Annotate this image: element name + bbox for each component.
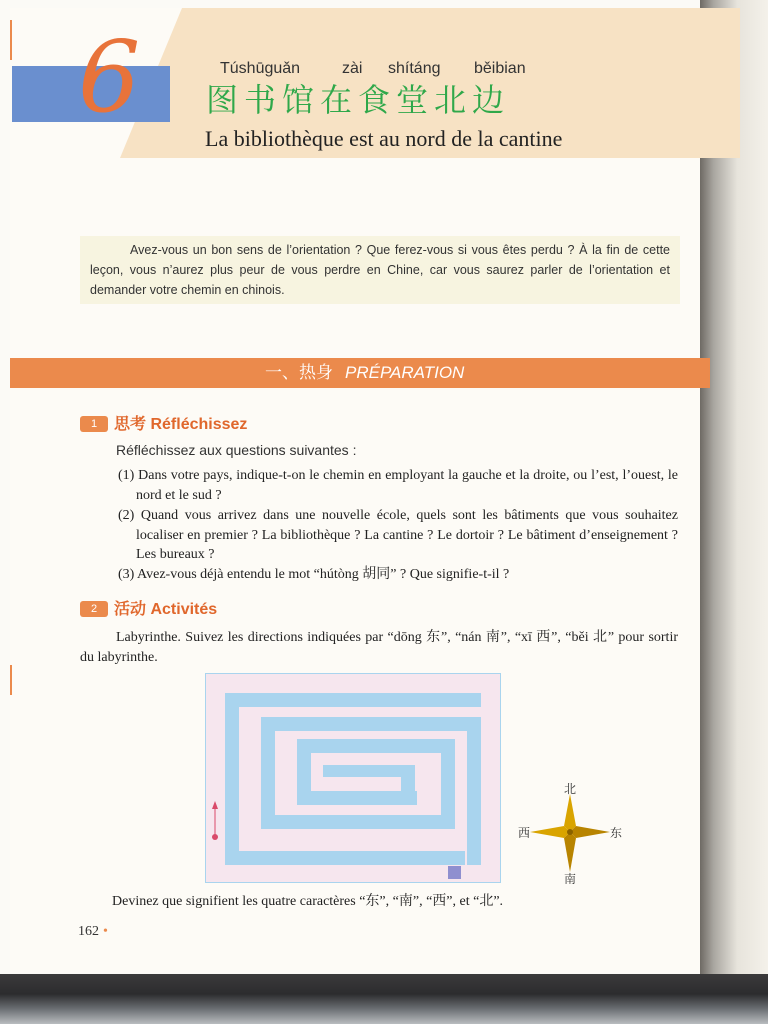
section-title-french: PRÉPARATION xyxy=(345,363,465,382)
activity-2-text: Labyrinthe. Suivez les directions indiquées par “dōng 东”, “nán 南”, “xī 西”, “běi 北” pour sortir du labyrinthe. xyxy=(80,630,678,665)
compass-east: 东 xyxy=(610,826,623,840)
activity-number-badge: 1 xyxy=(80,416,108,432)
scanner-edge xyxy=(0,974,768,1024)
intro-paragraph: Avez-vous un bon sens de l’orientation ? Que ferez-vous si vous êtes perdu ? À la fin de cette leçon, vous n’aurez plus peur de vous perdre en Chine, car vous saurez parler de l’orientation et demander votre chemin en chinois. xyxy=(80,236,680,304)
page-edge-mark xyxy=(10,20,12,60)
compass-rose xyxy=(510,776,630,888)
page-number-value: 162 xyxy=(78,924,99,939)
section-title-chinese: 一、热身 xyxy=(265,363,333,382)
page-number-dot: • xyxy=(103,924,108,939)
lesson-number: 6 xyxy=(78,21,141,135)
page-edge-mark xyxy=(10,665,12,695)
activity-2-heading xyxy=(80,599,217,621)
lesson-title-french: La bibliothèque est au nord de la cantine xyxy=(205,126,563,151)
pinyin-word: zài xyxy=(342,60,363,77)
maze-exit xyxy=(448,866,461,879)
pinyin-word: běibian xyxy=(474,60,526,77)
compass-question: Devinez que signifient les quatre caractères “东”, “南”, “西”, et “北”. xyxy=(112,894,504,909)
pinyin-word: shítáng xyxy=(388,60,441,77)
activity-number-badge: 2 xyxy=(80,601,108,617)
title-pinyin xyxy=(220,60,560,80)
section-title xyxy=(265,361,464,385)
question-1: (1) Dans votre pays, indique-t-on le chemin en employant la gauche et la droite, ou l’est, l’ouest, le nord et le sud ? xyxy=(118,468,678,503)
question-3: (3) Avez-vous déjà entendu le mot “hútòng 胡同” ? Que signifie-t-il ? xyxy=(118,567,510,582)
lesson-title-chinese: 图书馆在食堂北边 xyxy=(206,81,511,119)
compass-south: 南 xyxy=(564,872,577,886)
activity-heading-french: Activités xyxy=(150,601,218,618)
activity-heading-chinese: 活动 xyxy=(114,601,147,618)
page-number xyxy=(78,924,108,942)
activity-heading-chinese: 思考 xyxy=(114,416,147,433)
labyrinth-diagram xyxy=(205,673,501,883)
activity-1-heading xyxy=(80,414,247,436)
section-header-bar xyxy=(10,358,710,388)
maze-start-point xyxy=(212,834,218,840)
activity-heading-french: Réfléchissez xyxy=(150,416,248,433)
question-2: (2) Quand vous arrivez dans une nouvelle école, quels sont les bâtiments que vous souhaitez localiser en premier ? La bibliothèque ? La cantine ? Le dortoir ? Le bâtiment d’enseignement ? Les bureaux ? xyxy=(118,508,678,562)
activity-1-instruction: Réfléchissez aux questions suivantes : xyxy=(116,442,357,458)
compass-north: 北 xyxy=(564,782,577,796)
pinyin-word: Túshūguǎn xyxy=(220,60,301,77)
compass-west: 西 xyxy=(518,826,531,840)
